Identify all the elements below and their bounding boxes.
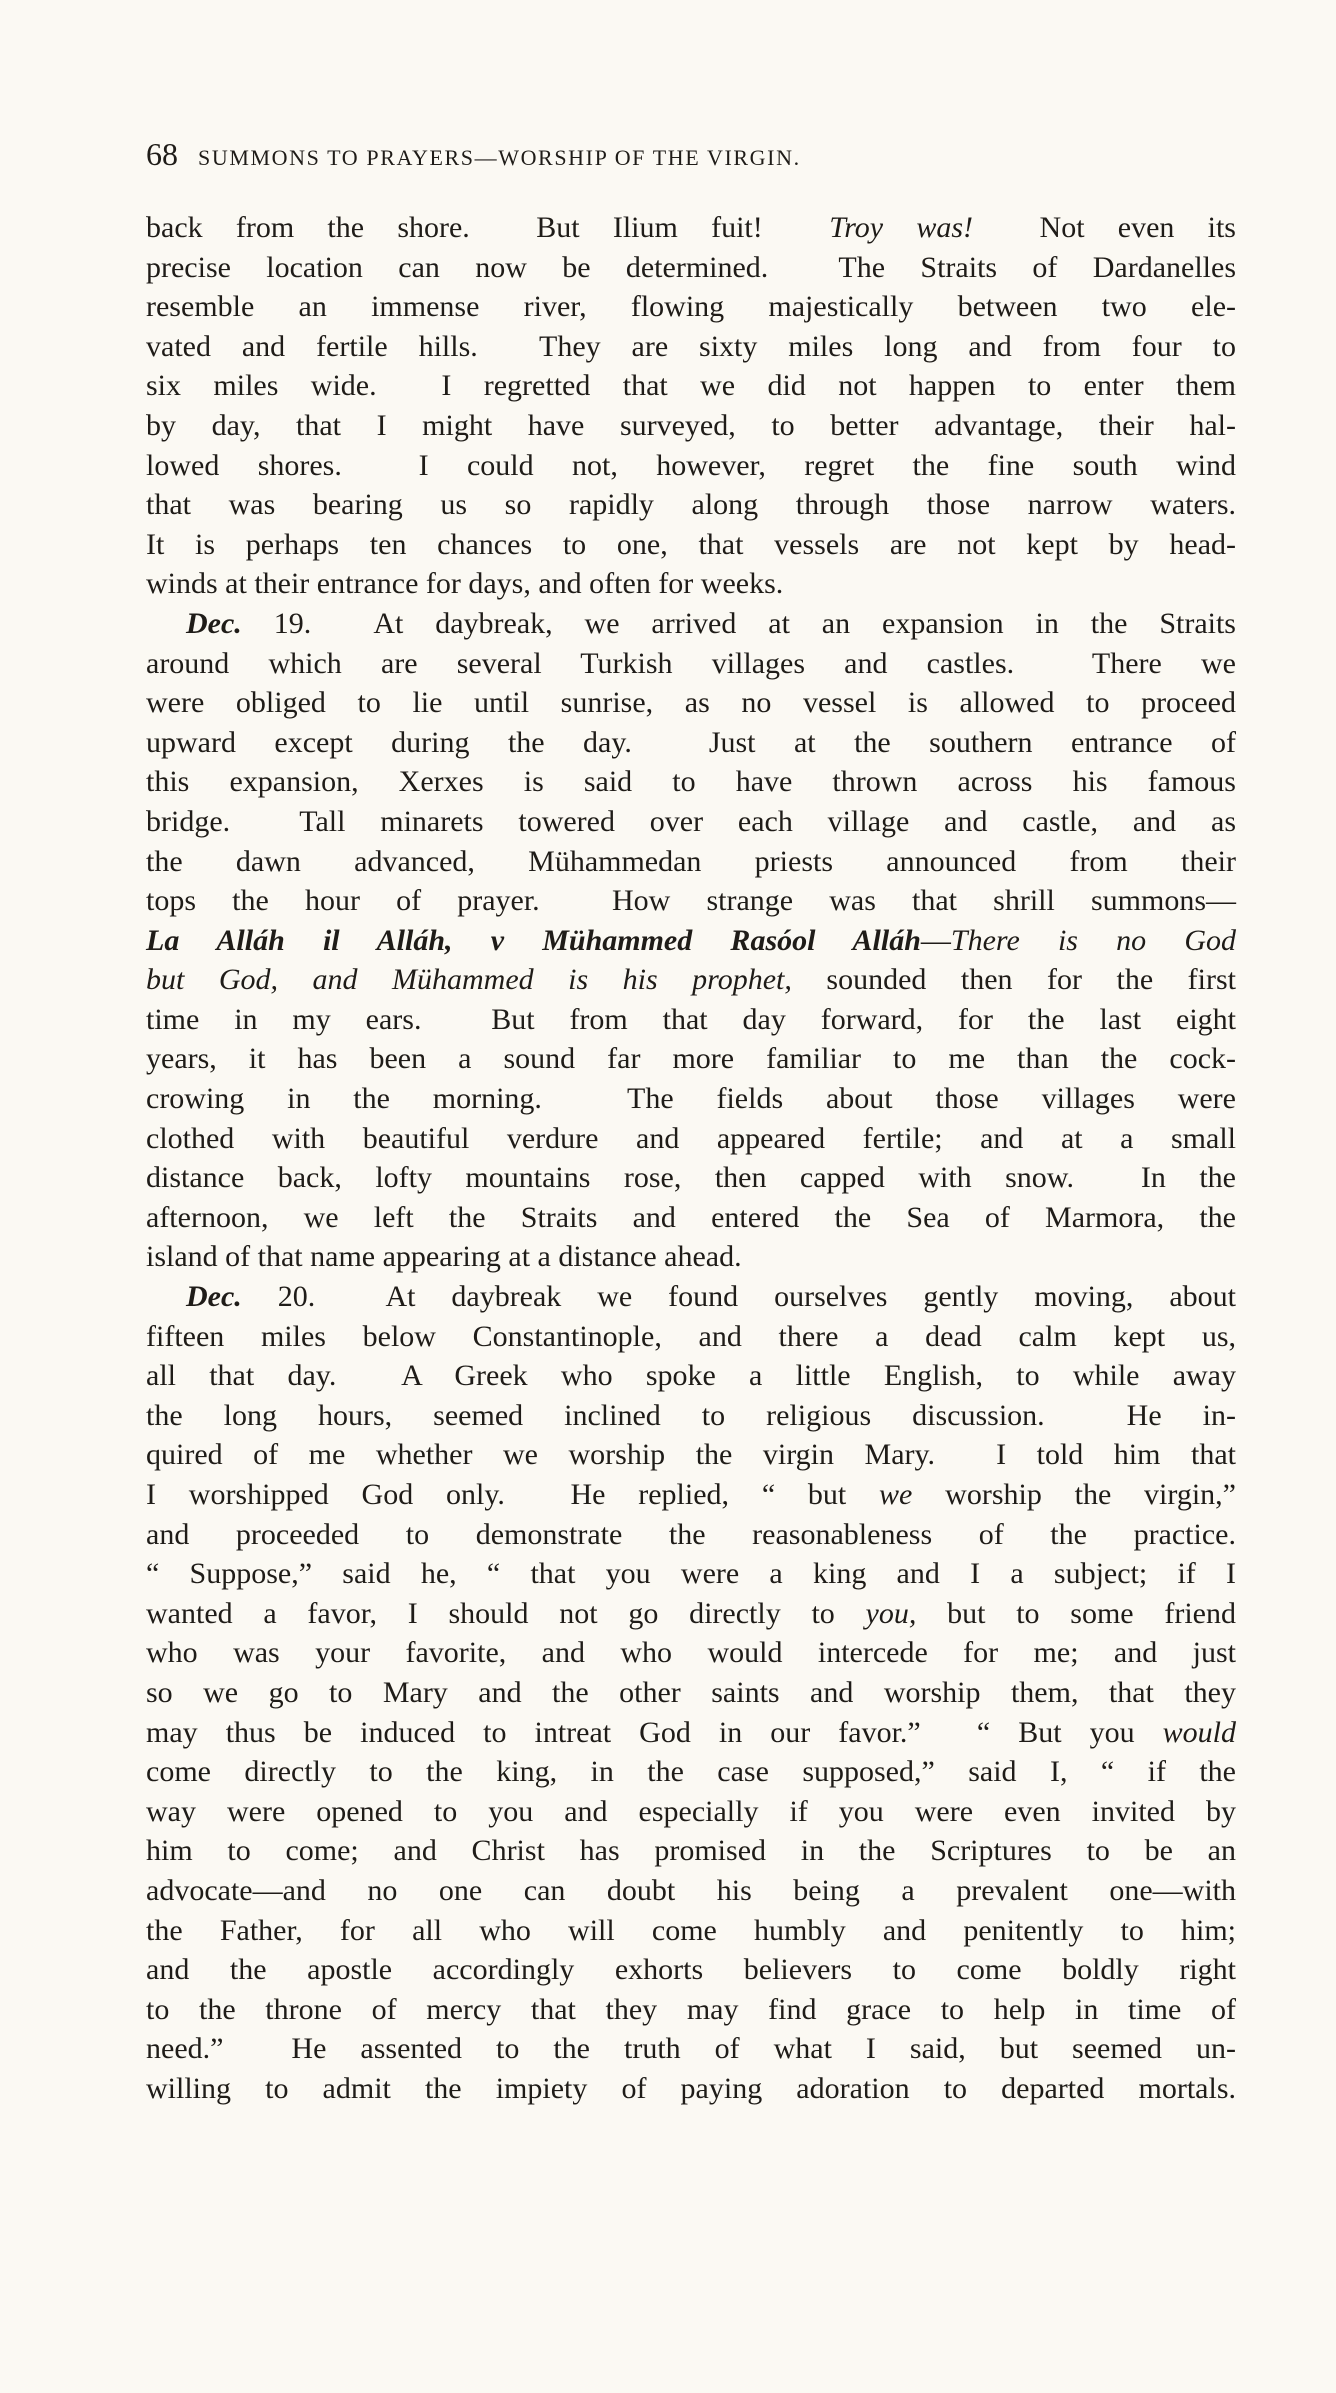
text-line: that was bearing us so rapidly along through those narrow waters. [146, 488, 1236, 522]
text-line: wanted a favor, I should not go directly to you, but to some friend [146, 1596, 1236, 1630]
text-line: him to come; and Christ has promised in the Scriptures to be an [146, 1834, 1236, 1868]
text-line: distance back, lofty mountains rose, then capped with snow. In the [146, 1161, 1236, 1195]
text-line: may thus be induced to intreat God in our favor.” “ But you would [146, 1715, 1236, 1749]
text-line: need.” He assented to the truth of what I said, but seemed un- [146, 2032, 1236, 2066]
text-line: bridge. Tall minarets towered over each village and castle, and as [146, 804, 1236, 838]
text-line: the Father, for all who will come humbly and penitently to him; [146, 1913, 1236, 1947]
text-line: resemble an immense river, flowing majestically between two ele- [146, 290, 1236, 324]
text-line: clothed with beautiful verdure and appeared fertile; and at a small [146, 1121, 1236, 1155]
text-line: Dec. 19. At daybreak, we arrived at an expansion in the Straits [186, 606, 1236, 640]
text-line: fifteen miles below Constantinople, and there a dead calm kept us, [146, 1319, 1236, 1353]
text-line: upward except during the day. Just at the southern entrance of [146, 725, 1236, 759]
text-line: Dec. 20. At daybreak we found ourselves gently moving, about [186, 1280, 1236, 1314]
text-line: willing to admit the impiety of paying adoration to departed mortals. [146, 2071, 1236, 2105]
text-line: precise location can now be determined. The Straits of Dardanelles [146, 250, 1236, 284]
text-line: I worshipped God only. He replied, “ but we worship the virgin,” [146, 1478, 1236, 1511]
text-line: by day, that I might have surveyed, to better advantage, their hal- [146, 408, 1236, 442]
text-line: and proceeded to demonstrate the reasonableness of the practice. [146, 1517, 1236, 1551]
text-line: who was your favorite, and who would intercede for me; and just [146, 1636, 1236, 1670]
text-line: six miles wide. I regretted that we did not happen to enter them [146, 369, 1236, 403]
text-line: way were opened to you and especially if you were even invited by [146, 1794, 1236, 1828]
running-head [146, 136, 1236, 176]
text-line: vated and fertile hills. They are sixty miles long and from four to [146, 329, 1236, 363]
text-line: tops the hour of prayer. How strange was that shrill summons— [146, 884, 1236, 918]
text-line: back from the shore. But Ilium fuit! Troy was! Not even its [146, 211, 1236, 244]
text-line: the long hours, seemed inclined to religious discussion. He in- [146, 1398, 1236, 1432]
text-line: come directly to the king, in the case supposed,” said I, “ if the [146, 1755, 1236, 1789]
text-line: around which are several Turkish villages and castles. There we [146, 646, 1236, 680]
body-text [146, 208, 1236, 2109]
text-line: winds at their entrance for days, and often for weeks. [146, 567, 784, 601]
text-line: lowed shores. I could not, however, regret the fine south wind [146, 448, 1236, 482]
text-line: It is perhaps ten chances to one, that vessels are not kept by head- [146, 527, 1236, 561]
text-line: and the apostle accordingly exhorts believers to come boldly right [146, 1953, 1236, 1987]
page-number: 68 [146, 136, 178, 172]
running-head-title: SUMMONS TO PRAYERS—WORSHIP OF THE VIRGIN. [198, 145, 801, 170]
text-line: the dawn advanced, Mühammedan priests announced from their [146, 844, 1236, 878]
text-line: “ Suppose,” said he, “ that you were a king and I a subject; if I [146, 1557, 1236, 1591]
text-line: afternoon, we left the Straits and entered the Sea of Marmora, the [146, 1200, 1236, 1234]
text-line: time in my ears. But from that day forward, for the last eight [146, 1002, 1236, 1036]
text-line: all that day. A Greek who spoke a little English, to while away [146, 1359, 1236, 1393]
text-line: advocate—and no one can doubt his being a prevalent one—with [146, 1873, 1236, 1907]
text-line: this expansion, Xerxes is said to have thrown across his famous [146, 765, 1236, 799]
text-line: crowing in the morning. The fields about those villages were [146, 1082, 1236, 1116]
text-line: to the throne of mercy that they may find grace to help in time of [146, 1992, 1236, 2026]
text-line: La Alláh il Alláh, v Mühammed Rasóol Alláh—There is no God [146, 923, 1236, 957]
text-line: but God, and Mühammed is his prophet, sounded then for the first [146, 963, 1236, 997]
text-line: island of that name appearing at a distance ahead. [146, 1240, 742, 1274]
text-line: years, it has been a sound far more familiar to me than the cock- [146, 1042, 1236, 1076]
text-line: so we go to Mary and the other saints and worship them, that they [146, 1675, 1236, 1709]
text-line: quired of me whether we worship the virgin Mary. I told him that [146, 1438, 1236, 1472]
text-line: were obliged to lie until sunrise, as no vessel is allowed to proceed [146, 686, 1236, 720]
